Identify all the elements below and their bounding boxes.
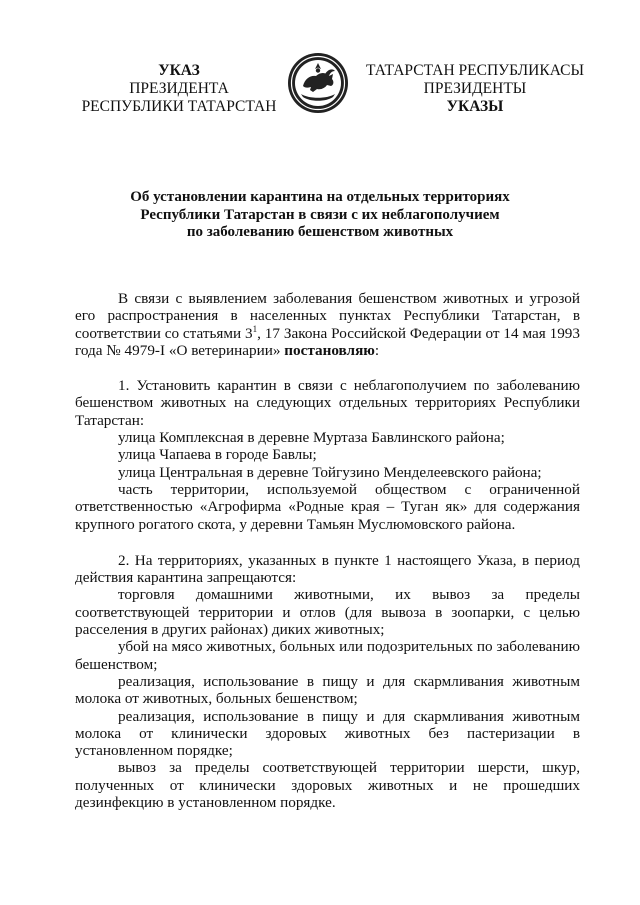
item-1-lead: 1. Установить карантин в связи с неблагополучием по заболеванию бешенством животных на следующих отдельных территориях Республики Татарстан: xyxy=(75,377,580,429)
tatarstan-emblem-icon xyxy=(287,52,349,114)
item-2-ban-1: торговля домашними животными, их вывоз за пределы соответствующей территории и отлов (для вывоза в зоопарки, с целью расселения в других районах) диких животных; xyxy=(75,586,580,639)
item-1-place-4: часть территории, используемой обществом с ограниченной ответственностью «Агрофирма «Родные края – Туган як» для содержания крупного рогатого скота, у деревни Тамьян Муслюмовского района. xyxy=(75,480,580,533)
preamble-paragraph xyxy=(75,290,580,359)
header-left-line-1: УКАЗ xyxy=(158,62,200,79)
preamble-text-cont: , 17 Закона Российской Федерации от 14 мая 1993 года № 4979-I «О ветеринарии» xyxy=(75,324,580,359)
item-1-place-2: улица Чапаева в городе Бавлы; xyxy=(118,446,317,464)
header-left-line-2: ПРЕЗИДЕНТА xyxy=(129,80,229,97)
item-1-place-3: улица Центральная в деревне Тойгузино Менделеевского района; xyxy=(118,463,542,481)
item-1-place-1: улица Комплексная в деревне Муртаза Бавлинского района; xyxy=(118,429,505,447)
item-2-ban-2: убой на мясо животных, больных или подозрительных по заболеванию бешенством; xyxy=(75,638,580,673)
header-right-line-3: УКАЗЫ xyxy=(446,98,504,115)
preamble-colon: : xyxy=(374,341,380,359)
header-right-line-2: ПРЕЗИДЕНТЫ xyxy=(423,80,527,97)
item-2-ban-3: реализация, использование в пищу и для скармливания животным молока от животных, больных бешенством; xyxy=(75,672,580,708)
header-left-block xyxy=(74,62,284,116)
item-2-ban-5: вывоз за пределы соответствующей территории шерсти, шкур, полученных от клинически здоровых животных и не прошедших дезинфекцию в установленном порядке. xyxy=(75,759,580,812)
header-right-block xyxy=(360,62,590,116)
article-superscript: 1 xyxy=(252,323,258,334)
header-right-line-1: ТАТАРСТАН РЕСПУБЛИКАСЫ xyxy=(366,62,584,79)
decree-verb: постановляю xyxy=(284,341,375,359)
decree-body xyxy=(75,290,580,811)
title-line-3: по заболеванию бешенством животных xyxy=(186,224,454,240)
header-left-line-3: РЕСПУБЛИКИ ТАТАРСТАН xyxy=(81,98,277,115)
title-line-2: Республики Татарстан в связи с их неблагополучием xyxy=(140,206,500,223)
item-2-ban-4: реализация, использование в пищу и для скармливания животным молока от клинически здоровых животных без пастеризации в установленном порядке; xyxy=(75,707,580,760)
item-2-lead: 2. На территориях, указанных в пункте 1 настоящего Указа, в период действия карантина запрещаются: xyxy=(75,551,580,587)
decree-title xyxy=(80,189,560,242)
decree-header xyxy=(0,62,640,132)
preamble-text: В связи с выявлением заболевания бешенством животных и угрозой его распространения в населенных пунктах Республики Татарстан, в соответствии со статьями 3 xyxy=(75,290,580,342)
title-line-1: Об установлении карантина на отдельных территориях xyxy=(130,189,510,205)
